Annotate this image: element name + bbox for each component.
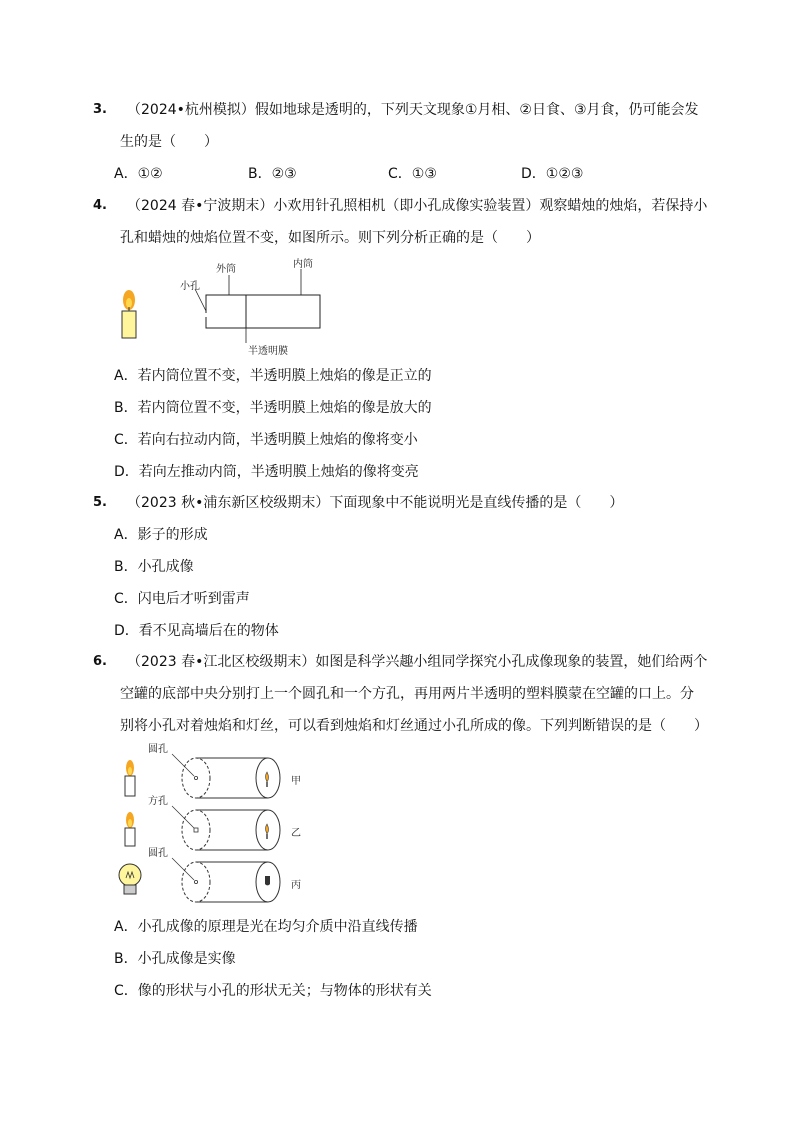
question-4-option-a[interactable]: A．若内筒位置不变，半透明膜上烛焰的像是正立的 (114, 368, 432, 384)
question-4-option-d[interactable]: D．若向左推动内筒，半透明膜上烛焰的像将变亮 (114, 464, 419, 480)
pinhole-camera-figure (110, 255, 340, 360)
inner-tube (246, 295, 320, 328)
candle-icon (125, 812, 135, 846)
question-4-option-c[interactable]: C．若向右拉动内筒，半透明膜上烛焰的像将变小 (114, 432, 418, 448)
question-3-stem-line1: （2024•杭州模拟）假如地球是透明的，下列天文现象①月相、②日食、③月食，仍可能会发 (127, 102, 699, 118)
label-bing: 丙 (291, 880, 301, 891)
can-round-hole-1 (182, 758, 280, 798)
light-bulb-icon (119, 864, 141, 894)
question-4-stem-line1: （2024 春•宁波期末）小欢用针孔照相机（即小孔成像实验装置）观察蜡烛的烛焰，若保持小 (127, 198, 708, 214)
question-3-stem-line2: 生的是（ ） (120, 134, 218, 150)
candle-icon (122, 290, 136, 338)
question-3-option-a[interactable]: A．①② (114, 166, 163, 182)
question-4-stem-line2: 孔和蜡烛的烛焰位置不变，如图所示。则下列分析正确的是（ ） (120, 230, 540, 246)
question-5-number: 5. (93, 495, 107, 510)
question-3-option-d[interactable]: D．①②③ (521, 166, 584, 182)
label-inner-tube: 内筒 (293, 259, 313, 270)
question-6-stem-line1: （2023 春•江北区校级期末）如图是科学兴趣小组同学探究小孔成像现象的装置，她们给两个 (127, 654, 708, 670)
label-round-hole-1: 圆孔 (148, 744, 168, 755)
question-4-option-b[interactable]: B．若内筒位置不变，半透明膜上烛焰的像是放大的 (114, 400, 432, 416)
question-3-option-b[interactable]: B．②③ (248, 166, 297, 182)
question-6-stem-line3: 别将小孔对着烛焰和灯丝，可以看到烛焰和灯丝通过小孔所成的像。下列判断错误的是（ ） (120, 718, 708, 734)
label-jia: 甲 (291, 776, 301, 787)
question-6-option-b[interactable]: B．小孔成像是实像 (114, 951, 236, 967)
question-6-stem-line2: 空罐的底部中央分别打上一个圆孔和一个方孔，再用两片半透明的塑料膜蒙在空罐的口上。分 (120, 686, 694, 702)
label-pinhole: 小孔 (180, 281, 200, 292)
label-round-hole-2: 圆孔 (148, 848, 168, 859)
outer-tube (206, 295, 246, 328)
can-square-hole (182, 810, 280, 850)
question-5-stem-line1: （2023 秋•浦东新区校级期末）下面现象中不能说明光是直线传播的是（ ） (127, 495, 624, 511)
candle-icon (125, 760, 135, 796)
question-5-option-c[interactable]: C．闪电后才听到雷声 (114, 591, 250, 607)
question-4-number: 4. (93, 198, 107, 213)
can-round-hole-2 (182, 862, 280, 902)
question-6-option-a[interactable]: A．小孔成像的原理是光在均匀介质中沿直线传播 (114, 919, 418, 935)
question-3-option-c[interactable]: C．①③ (388, 166, 437, 182)
label-square-hole: 方孔 (148, 796, 168, 807)
pinhole-cans-figure (108, 740, 318, 910)
label-yi: 乙 (291, 828, 301, 839)
label-film: 半透明膜 (248, 346, 288, 357)
question-3-number: 3. (93, 102, 107, 117)
label-outer-tube: 外筒 (216, 264, 236, 275)
question-6-option-c[interactable]: C．像的形状与小孔的形状无关；与物体的形状有关 (114, 983, 432, 999)
question-5-option-d[interactable]: D．看不见高墙后在的物体 (114, 623, 279, 639)
question-5-option-b[interactable]: B．小孔成像 (114, 559, 194, 575)
question-6-number: 6. (93, 654, 107, 669)
question-5-option-a[interactable]: A．影子的形成 (114, 527, 208, 543)
